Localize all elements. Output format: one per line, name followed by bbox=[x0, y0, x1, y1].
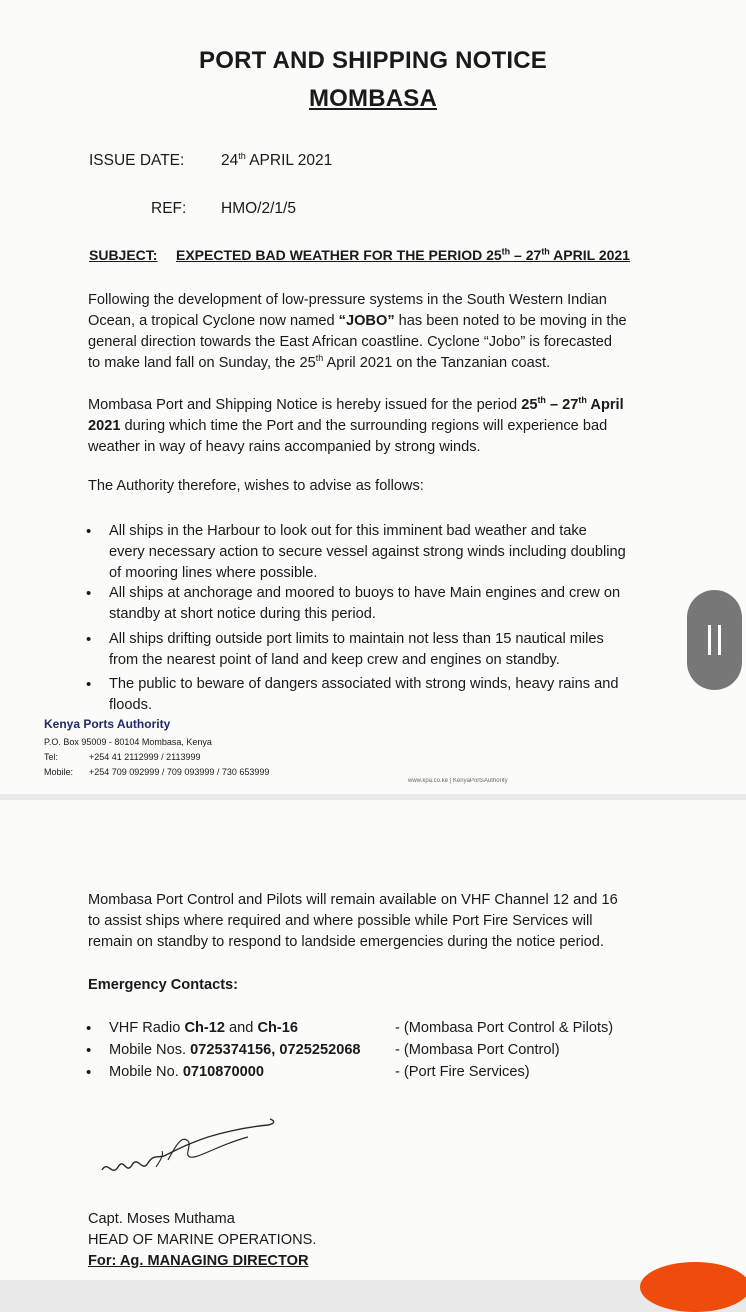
paragraph-notice-period: Mombasa Port and Shipping Notice is hereby issued for the period 25th – 27th April 2021 during which time the Port and the surrounding regions will experience bad weather in way of heavy rains accompanied by strong winds. bbox=[88, 395, 624, 455]
issue-date-label: ISSUE DATE: bbox=[89, 152, 185, 169]
notice-page-2 bbox=[0, 800, 746, 1280]
contacts-heading: Emergency Contacts: bbox=[88, 977, 239, 993]
footer-mobile-label: Mobile: bbox=[44, 767, 74, 777]
footer-address: P.O. Box 95009 - 80104 Mombasa, Kenya bbox=[44, 737, 212, 747]
contact-item: • Mobile Nos. 0725374156, 0725252068 bbox=[86, 1042, 361, 1059]
bullet-icon: • bbox=[86, 523, 92, 540]
bullet-icon: • bbox=[86, 676, 92, 693]
contact-desc: - (Mombasa Port Control & Pilots) bbox=[395, 1020, 614, 1036]
bullet-icon: • bbox=[86, 631, 92, 648]
paragraph-cyclone: Following the development of low-pressure systems in the South Western Indian Ocean, a tropical Cyclone now named “JOBO” has been noted to be moving in the general direction towards the East African coastline. Cyclone “Jobo” is forecasted to make land fall on Sunday, the 25th April 2021 on the Tanzanian coast. bbox=[88, 292, 627, 371]
signatory-name: Capt. Moses Muthama bbox=[88, 1211, 235, 1227]
subject-text: EXPECTED BAD WEATHER FOR THE PERIOD 25th – 27th APRIL 2021 bbox=[176, 246, 630, 263]
footer-mobile-value: +254 709 092999 / 709 093999 / 730 653999 bbox=[89, 767, 270, 777]
list-item: • All ships drifting outside port limits to maintain not less than 15 nautical miles from the nearest point of land and keep crew and engines on standby. bbox=[86, 631, 604, 668]
signatory-title: HEAD OF MARINE OPERATIONS. bbox=[88, 1232, 317, 1248]
contact-desc: - (Port Fire Services) bbox=[395, 1064, 530, 1080]
footer-tel-value: +254 41 2112999 / 2113999 bbox=[89, 752, 201, 762]
footer-web-partial: www.kpa.co.ke | KenyaPortsAuthority bbox=[408, 778, 508, 784]
signatory-for: For: Ag. MANAGING DIRECTOR bbox=[88, 1253, 309, 1269]
paragraph-vhf: Mombasa Port Control and Pilots will remain available on VHF Channel 12 and 16 to assist ships where required and where possible while Port Fire Services will remain on standby to respond to landside emergencies during the notice period. bbox=[88, 892, 618, 950]
floating-action-button[interactable] bbox=[640, 1262, 746, 1312]
bullet-icon: • bbox=[86, 1042, 92, 1059]
bullet-icon: • bbox=[86, 1020, 92, 1037]
footer-org: Kenya Ports Authority bbox=[44, 717, 171, 731]
notice-subtitle: MOMBASA bbox=[308, 85, 438, 112]
issue-date-value: 24th APRIL 2021 bbox=[221, 150, 333, 169]
bullet-icon: • bbox=[86, 585, 92, 602]
footer-tel-label: Tel: bbox=[44, 752, 59, 762]
bullet-icon: • bbox=[86, 1064, 92, 1081]
notice-title: PORT AND SHIPPING NOTICE bbox=[199, 47, 547, 74]
list-item: • All ships in the Harbour to look out for this imminent bad weather and take every necessary action to secure vessel against strong winds including doubling of mooring lines where possible. bbox=[86, 523, 626, 581]
list-item: • The public to beware of dangers associated with strong winds, heavy rains and floods. bbox=[86, 676, 619, 713]
contact-item: • VHF Radio Ch-12 and Ch-16 bbox=[86, 1020, 298, 1037]
subject-label: SUBJECT: bbox=[89, 247, 158, 263]
ref-value: HMO/2/1/5 bbox=[221, 200, 296, 217]
paragraph-advise: The Authority therefore, wishes to advise as follows: bbox=[88, 478, 424, 494]
contact-desc: - (Mombasa Port Control) bbox=[395, 1042, 560, 1058]
signature-icon bbox=[98, 1115, 288, 1190]
list-item: • All ships at anchorage and moored to buoys to have Main engines and crew on standby at short notice during this period. bbox=[86, 585, 621, 622]
scroll-handle[interactable] bbox=[687, 590, 742, 690]
ref-label: REF: bbox=[151, 200, 187, 217]
contact-item: • Mobile No. 0710870000 bbox=[86, 1064, 264, 1081]
